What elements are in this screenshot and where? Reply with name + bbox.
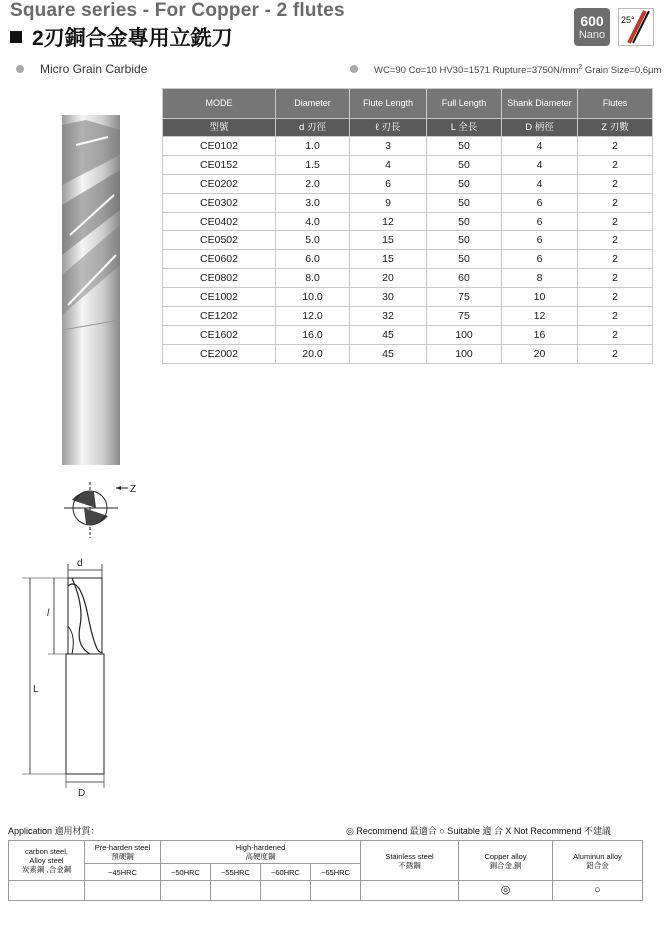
app-copper-zh: 銅合金,銅 (489, 860, 522, 870)
cell-flute-length: 12 (350, 212, 427, 231)
flute-count-label: Z (130, 484, 137, 495)
cell-shank-diameter: 6 (502, 193, 578, 212)
header-flute-length: Flute Length (350, 89, 427, 119)
side-view-diagram (10, 556, 130, 801)
header-diameter: Diameter (276, 89, 350, 119)
header-shank-diameter: Shank Diameter (502, 89, 578, 119)
cell-flutes: 2 (578, 344, 653, 363)
app-carbon-en: carbon steel, (25, 847, 68, 856)
cell-flute-length: 9 (350, 193, 427, 212)
app-aluminum (553, 841, 643, 881)
cell-flutes: 2 (578, 155, 653, 174)
title-english: Square series - For Copper - 2 flutes (10, 0, 345, 21)
app-highhard (161, 841, 361, 864)
application-title: Application 適用材質： (8, 826, 100, 836)
cell-shank-diameter: 6 (502, 231, 578, 250)
cell-diameter: 3.0 (276, 193, 350, 212)
dim-L-label: L (33, 684, 39, 695)
dim-l-label: l (47, 608, 50, 619)
spec-row (163, 307, 653, 326)
mark-stainless (361, 881, 459, 901)
mark-65hrc (311, 881, 361, 901)
spec-row (163, 250, 653, 269)
title-chinese-text: 2刃銅合金專用立銑刀 (32, 27, 233, 50)
cell-flute-length: 30 (350, 288, 427, 307)
cell-diameter: 10.0 (276, 288, 350, 307)
cell-model: CE1202 (163, 307, 276, 326)
mark-45hrc (85, 881, 161, 901)
header-mode: MODE (163, 89, 276, 119)
cell-flute-length: 20 (350, 269, 427, 288)
material-properties-main: WC=90 Co=10 HV30=1571 Rupture=3750N/mm (374, 65, 579, 77)
cell-flute-length: 15 (350, 231, 427, 250)
spec-row (163, 137, 653, 156)
cell-diameter: 1.5 (276, 155, 350, 174)
mark-carbon (9, 881, 85, 901)
cell-flutes: 2 (578, 174, 653, 193)
spec-row (163, 155, 653, 174)
cell-flute-length: 15 (350, 250, 427, 269)
app-prehard-zh: 預硬鋼 (111, 852, 134, 861)
bullet-dot-icon (16, 65, 24, 73)
square-bullet-icon (10, 31, 22, 43)
cell-model: CE0302 (163, 193, 276, 212)
helix-angle-label: 25° (621, 15, 635, 25)
cell-full-length: 50 (427, 137, 502, 156)
cell-shank-diameter: 12 (502, 307, 578, 326)
header-full-length-zh: L 全長 (427, 119, 502, 137)
cell-model: CE0402 (163, 212, 276, 231)
app-hrc-55: ~55HRC (211, 864, 261, 881)
spec-row (163, 193, 653, 212)
cell-flute-length: 6 (350, 174, 427, 193)
bullet-dot-icon (350, 65, 358, 73)
app-prehard-en: Pre-harden steel (94, 843, 151, 852)
spec-row (163, 325, 653, 344)
cell-diameter: 8.0 (276, 269, 350, 288)
cell-flute-length: 45 (350, 325, 427, 344)
cell-diameter: 1.0 (276, 137, 350, 156)
cell-shank-diameter: 16 (502, 325, 578, 344)
cell-flutes: 2 (578, 250, 653, 269)
app-prehard (85, 841, 161, 864)
cell-shank-diameter: 6 (502, 212, 578, 231)
header-flutes-zh: Z 刃數 (578, 119, 653, 137)
spec-header-row-zh (163, 119, 653, 137)
cell-flutes: 2 (578, 269, 653, 288)
cell-model: CE0152 (163, 155, 276, 174)
cell-full-length: 75 (427, 288, 502, 307)
cell-diameter: 12.0 (276, 307, 350, 326)
cell-diameter: 16.0 (276, 325, 350, 344)
nano-coating-badge (574, 8, 610, 46)
cell-model: CE0502 (163, 231, 276, 250)
material-properties-tail: Grain Size=0.6μm (582, 65, 662, 77)
cell-model: CE2002 (163, 344, 276, 363)
application-header-row (9, 841, 643, 864)
cell-flutes: 2 (578, 307, 653, 326)
app-copper-en: Copper alloy (484, 851, 527, 861)
material-properties (374, 64, 661, 76)
spec-header-row-en (163, 89, 653, 119)
cell-flutes: 2 (578, 212, 653, 231)
application-table (8, 840, 643, 901)
app-alum-zh: 鋁合金 (586, 860, 609, 870)
mark-copper: ◎ (459, 881, 553, 901)
cell-shank-diameter: 4 (502, 137, 578, 156)
badge-label: Nano (578, 29, 606, 41)
app-hrc-45: ~45HRC (85, 864, 161, 881)
spec-table-body (163, 137, 653, 364)
app-highhard-en: High-hardened (235, 843, 286, 852)
app-carbon-steel (9, 841, 85, 881)
cell-shank-diameter: 6 (502, 250, 578, 269)
spec-row (163, 344, 653, 363)
mark-aluminum: ○ (553, 881, 643, 901)
application-mark-row (9, 881, 643, 901)
app-hrc-65: ~65HRC (311, 864, 361, 881)
cell-full-length: 100 (427, 325, 502, 344)
cell-flutes: 2 (578, 288, 653, 307)
title-chinese (10, 22, 233, 52)
spec-table (162, 88, 653, 364)
header-flute-length-zh: ℓ 刃長 (350, 119, 427, 137)
cell-full-length: 50 (427, 155, 502, 174)
app-alum-en: Aluminun alloy (573, 851, 622, 861)
material-properties-sup: 2 (578, 64, 583, 71)
app-hrc-50: ~50HRC (161, 864, 211, 881)
cell-full-length: 50 (427, 174, 502, 193)
cell-shank-diameter: 4 (502, 155, 578, 174)
end-view-diagram (64, 482, 137, 542)
end-mill-image (56, 115, 126, 470)
header-flutes: Flutes (578, 89, 653, 119)
mark-55hrc (211, 881, 261, 901)
header-diameter-zh: d 刃徑 (276, 119, 350, 137)
cell-full-length: 75 (427, 307, 502, 326)
cell-full-length: 50 (427, 193, 502, 212)
cell-diameter: 5.0 (276, 231, 350, 250)
cell-flutes: 2 (578, 193, 653, 212)
cell-diameter: 20.0 (276, 344, 350, 363)
helix-angle-icon (619, 9, 653, 45)
app-carbon-zh: 炭素鋼 ,合金鋼 (21, 865, 72, 874)
cell-flutes: 2 (578, 325, 653, 344)
cell-full-length: 100 (427, 344, 502, 363)
header-full-length: Full Length (427, 89, 502, 119)
cell-full-length: 50 (427, 212, 502, 231)
cell-model: CE0202 (163, 174, 276, 193)
header-mode-zh: 型號 (163, 119, 276, 137)
spec-row (163, 231, 653, 250)
app-highhard-zh: 高硬度鋼 (245, 852, 276, 861)
mark-50hrc (161, 881, 211, 901)
app-hrc-60: ~60HRC (261, 864, 311, 881)
dim-d-label: d (77, 558, 83, 569)
cell-full-length: 60 (427, 269, 502, 288)
cell-flutes: 2 (578, 231, 653, 250)
cell-full-length: 50 (427, 231, 502, 250)
spec-row (163, 174, 653, 193)
dim-D-label: D (78, 788, 86, 799)
spec-row (163, 269, 653, 288)
mark-60hrc (261, 881, 311, 901)
cell-full-length: 50 (427, 250, 502, 269)
app-stainless-zh: 不銹鋼 (398, 860, 421, 870)
badge-number: 600 (580, 13, 604, 29)
cell-diameter: 2.0 (276, 174, 350, 193)
cell-shank-diameter: 10 (502, 288, 578, 307)
cell-flute-length: 45 (350, 344, 427, 363)
spec-row (163, 288, 653, 307)
cell-flute-length: 3 (350, 137, 427, 156)
application-legend: ◎ Recommend 最適合 ○ Suitable 適 合 X Not Recommend 不建議 (346, 826, 611, 836)
cell-diameter: 4.0 (276, 212, 350, 231)
cell-shank-diameter: 4 (502, 174, 578, 193)
header-shank-diameter-zh: D 柄徑 (502, 119, 578, 137)
cell-model: CE0102 (163, 137, 276, 156)
cell-shank-diameter: 8 (502, 269, 578, 288)
cell-model: CE1002 (163, 288, 276, 307)
cell-flute-length: 4 (350, 155, 427, 174)
cell-flutes: 2 (578, 137, 653, 156)
cell-flute-length: 32 (350, 307, 427, 326)
cell-model: CE1602 (163, 325, 276, 344)
app-copper (459, 841, 553, 881)
app-carbon-en2: Alloy steel (29, 856, 64, 865)
cell-shank-diameter: 20 (502, 344, 578, 363)
cell-model: CE0802 (163, 269, 276, 288)
app-stainless (361, 841, 459, 881)
material-grade: Micro Grain Carbide (40, 62, 148, 76)
helix-angle-badge (618, 8, 654, 46)
app-stainless-en: Stainless steel (385, 851, 434, 861)
cell-model: CE0602 (163, 250, 276, 269)
cell-diameter: 6.0 (276, 250, 350, 269)
spec-row (163, 212, 653, 231)
